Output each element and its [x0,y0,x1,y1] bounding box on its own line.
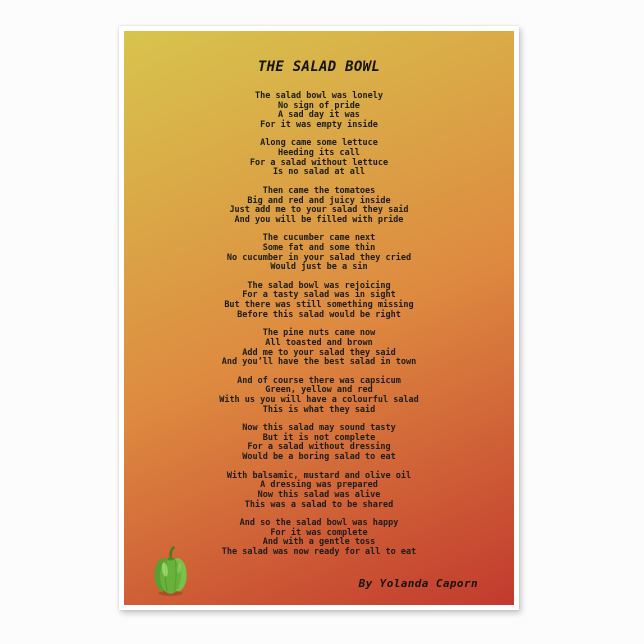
poem-line: And you will be filled with pride [234,214,404,225]
poem-line: For a salad without lettuce [249,157,389,168]
poem [124,92,514,558]
author-credit: By Yolanda Caporn [358,577,478,590]
poem-stanza [124,282,514,320]
poster-frame [119,26,519,610]
poem-line: No sign of pride [278,100,360,111]
green-pepper-icon [152,545,190,597]
poem-stanza [124,234,514,272]
poem-line: A dressing was prepared [260,480,378,491]
poem-title: THE SALAD BOWL [257,59,381,75]
poem-line: No cucumber in your salad they cried [226,252,412,263]
poem-line: Would be a boring salad to eat [242,452,396,463]
poem-line: Heeding its call [278,148,360,159]
poem-line: Along came some lettuce [260,138,378,149]
poem-line: Now this salad may sound tasty [242,423,396,434]
poem-line: For a salad without dressing [247,442,391,453]
poem-stanza [124,92,514,130]
poem-line: This is what they said [262,404,376,415]
poem-line: Big and red and juicy inside [247,195,391,206]
poem-line: Before this salad would be right [237,309,401,320]
poem-line: And you’ll have the best salad in town [221,357,417,368]
poem-line: With us you will have a colourful salad [219,395,419,405]
poem-line: This was a salad to be shared [244,499,394,510]
poem-line: Add me to your salad they said [242,347,396,358]
poem-stanza [124,472,514,510]
poem-line: For it was complete [270,527,368,538]
poem-line: With balsamic, mustard and olive oil [226,470,412,481]
poem-stanza [124,424,514,462]
poem-line: Then came the tomatoes [262,185,376,196]
poem-line: The salad bowl was rejoicing [247,280,391,291]
poem-line: A sad day it was [278,110,360,121]
poem-stanza [124,139,514,177]
poem-line: Now this salad was alive [257,489,381,500]
poem-line: Green, yellow and red [265,385,373,396]
poem-stanza [124,329,514,367]
poem-line: All toasted and brown [265,337,373,348]
poem-line: But there was still something missing [224,300,414,311]
poem-line: Just add me to your salad they said [229,205,409,216]
poem-line: The cucumber came next [262,233,376,244]
poem-line: The salad bowl was lonely [255,91,383,101]
poem-line: Is no salad at all [272,167,366,178]
poem-line: Would just be a sin [270,262,368,273]
poem-line: The salad was now ready for all to eat [221,547,417,557]
poem-line: And with a gentle toss [262,537,376,548]
poem-line: Some fat and some thin [262,243,376,253]
poster [124,31,514,605]
poem-stanza [124,187,514,225]
poem-line: For it was empty inside [260,119,378,130]
poem-line: And of course there was capsicum [237,375,401,386]
poem-line: The pine nuts came now [262,328,376,339]
poem-line: And so the salad bowl was happy [239,518,399,529]
poem-line: But it is not complete [262,432,376,443]
poem-stanza [124,377,514,415]
poem-line: For a tasty salad was in sight [242,290,396,301]
